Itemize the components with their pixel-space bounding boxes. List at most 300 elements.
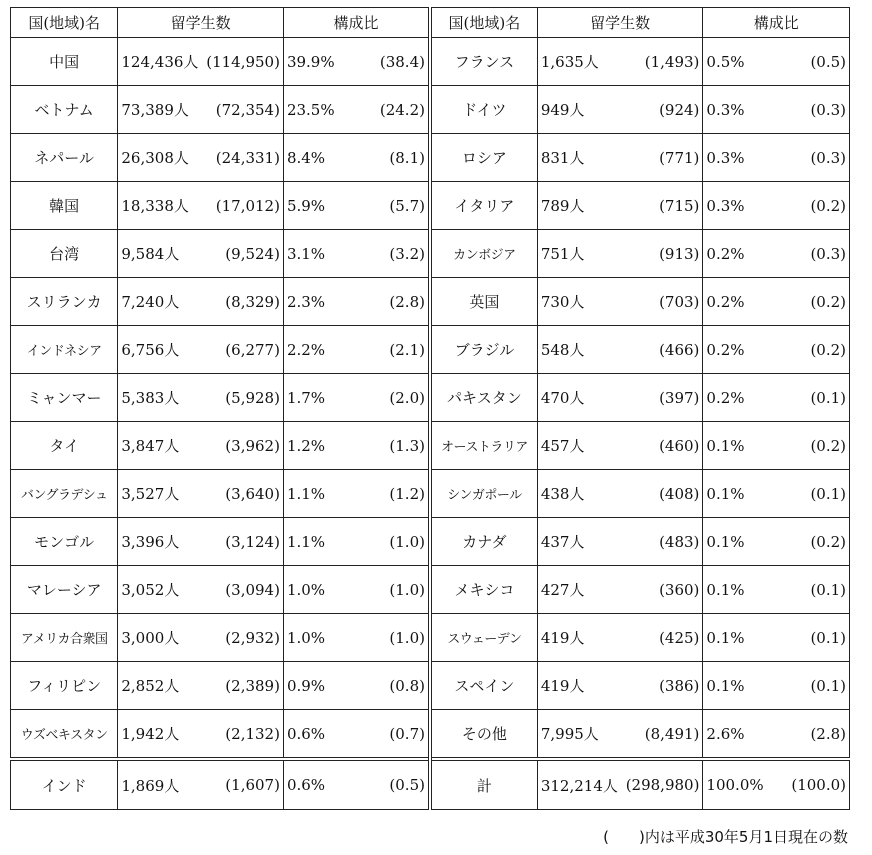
country-name: カナダ	[430, 518, 537, 566]
student-count: 1,942人	[121, 725, 180, 743]
student-count-cell	[118, 86, 284, 134]
student-count-previous: (460)	[659, 436, 700, 455]
table-row	[11, 759, 850, 810]
ratio-previous: (0.1)	[810, 580, 846, 599]
ratio-previous: (24.2)	[379, 100, 425, 119]
student-count-values	[538, 147, 703, 168]
ratio-cell	[283, 326, 430, 374]
header-ratio-left: 構成比	[283, 8, 430, 38]
ratio-values	[703, 101, 849, 119]
ratio-value: 2.2%	[286, 340, 326, 359]
student-count-values	[118, 675, 283, 696]
ratio-cell	[283, 134, 430, 182]
ratio-values	[284, 101, 428, 119]
table-row	[11, 710, 850, 760]
ratio-cell	[703, 182, 850, 230]
student-count-values	[118, 99, 283, 120]
country-name: カンボジア	[430, 230, 537, 278]
table-row	[11, 230, 850, 278]
student-count-previous: (2,932)	[225, 628, 280, 647]
student-count-values	[118, 387, 283, 408]
table-row	[11, 566, 850, 614]
student-count-cell	[537, 710, 703, 760]
ratio-values	[284, 389, 428, 407]
student-count-values	[118, 291, 283, 312]
ratio-values	[703, 485, 849, 503]
country-name: ミャンマー	[11, 374, 118, 422]
ratio-previous: (0.8)	[389, 676, 425, 695]
table-row	[11, 470, 850, 518]
student-count-values	[118, 51, 283, 72]
ratio-value: 23.5%	[286, 100, 335, 119]
ratio-value: 5.9%	[286, 196, 326, 215]
student-count-previous: (425)	[659, 628, 700, 647]
student-count-values	[538, 723, 703, 744]
student-count-values	[118, 195, 283, 216]
ratio-value: 0.6%	[286, 776, 326, 794]
student-count-previous: (8,491)	[644, 724, 700, 743]
ratio-cell	[283, 374, 430, 422]
header-ratio-right: 構成比	[703, 8, 850, 38]
ratio-previous: (0.7)	[389, 724, 425, 743]
country-name: イタリア	[430, 182, 537, 230]
ratio-cell	[283, 759, 430, 810]
student-count: 26,308人	[121, 149, 189, 167]
student-count: 730人	[540, 293, 585, 311]
ratio-values	[284, 725, 428, 743]
ratio-values	[284, 245, 428, 263]
student-count: 73,389人	[121, 101, 189, 119]
ratio-cell	[283, 470, 430, 518]
ratio-cell	[703, 230, 850, 278]
ratio-values	[703, 389, 849, 407]
ratio-cell	[283, 614, 430, 662]
student-count: 427人	[540, 581, 585, 599]
student-count-cell	[537, 326, 703, 374]
ratio-previous: (2.0)	[389, 388, 425, 407]
student-count-values	[538, 339, 703, 360]
ratio-cell	[703, 759, 850, 810]
ratio-previous: (0.3)	[810, 100, 846, 119]
student-count-values	[538, 99, 703, 120]
student-count-values	[538, 531, 703, 552]
student-count: 437人	[540, 533, 585, 551]
student-count: 5,383人	[121, 389, 180, 407]
student-count: 3,527人	[121, 485, 180, 503]
student-count: 3,396人	[121, 533, 180, 551]
country-name: パキスタン	[430, 374, 537, 422]
student-count-cell	[118, 134, 284, 182]
ratio-cell	[283, 230, 430, 278]
ratio-value: 0.9%	[286, 676, 326, 695]
student-count: 751人	[540, 245, 585, 263]
ratio-values	[703, 533, 849, 551]
ratio-previous: (0.1)	[810, 676, 846, 695]
country-name: インドネシア	[11, 326, 118, 374]
ratio-previous: (1.0)	[389, 580, 425, 599]
student-count-cell	[118, 38, 284, 86]
header-row	[11, 8, 850, 38]
ratio-value: 0.3%	[706, 100, 745, 119]
student-count-values	[538, 775, 703, 796]
student-count-values	[118, 483, 283, 504]
table-row	[11, 662, 850, 710]
ratio-value: 0.5%	[706, 52, 745, 71]
country-name: 台湾	[11, 230, 118, 278]
ratio-previous: (1.0)	[389, 532, 425, 551]
ratio-previous: (1.0)	[389, 628, 425, 647]
ratio-values	[284, 437, 428, 455]
student-count-cell	[537, 182, 703, 230]
student-count-values	[118, 775, 283, 796]
ratio-previous: (0.2)	[810, 292, 846, 311]
country-name: メキシコ	[430, 566, 537, 614]
ratio-value: 0.6%	[286, 724, 326, 743]
ratio-cell	[703, 422, 850, 470]
student-count-previous: (17,012)	[215, 196, 280, 215]
header-country-left: 国(地域)名	[11, 8, 118, 38]
student-count-values	[118, 339, 283, 360]
ratio-cell	[703, 374, 850, 422]
country-name: ベトナム	[11, 86, 118, 134]
country-name: 計	[430, 759, 537, 810]
ratio-values	[284, 341, 428, 359]
ratio-previous: (0.3)	[810, 244, 846, 263]
student-count: 1,869人	[121, 776, 180, 795]
ratio-previous: (100.0)	[791, 776, 846, 794]
ratio-values	[284, 629, 428, 647]
student-count-previous: (2,132)	[225, 724, 280, 743]
ratio-values	[284, 533, 428, 551]
student-count-cell	[118, 662, 284, 710]
country-name: タイ	[11, 422, 118, 470]
ratio-cell	[703, 278, 850, 326]
student-count-previous: (8,329)	[225, 292, 280, 311]
student-count-previous: (3,094)	[225, 580, 280, 599]
student-count-values	[118, 627, 283, 648]
student-count-cell	[118, 182, 284, 230]
student-count-previous: (114,950)	[206, 52, 280, 71]
ratio-previous: (0.2)	[810, 532, 846, 551]
ratio-values	[284, 53, 428, 71]
student-count-cell	[537, 470, 703, 518]
ratio-values	[703, 581, 849, 599]
student-count-values	[538, 291, 703, 312]
student-count-cell	[537, 518, 703, 566]
ratio-cell	[703, 710, 850, 760]
student-count-values	[538, 483, 703, 504]
student-count: 3,052人	[121, 581, 180, 599]
student-count-previous: (466)	[659, 340, 700, 359]
ratio-values	[284, 677, 428, 695]
student-count-cell	[537, 662, 703, 710]
student-count-cell	[118, 230, 284, 278]
student-count-previous: (703)	[659, 292, 700, 311]
ratio-value: 0.3%	[706, 196, 745, 215]
student-count-cell	[537, 566, 703, 614]
student-count: 2,852人	[121, 677, 180, 695]
student-count-previous: (360)	[659, 580, 700, 599]
student-count-values	[538, 627, 703, 648]
student-count: 949人	[540, 101, 585, 119]
student-count: 6,756人	[121, 341, 180, 359]
student-count: 831人	[540, 149, 585, 167]
country-name: バングラデシュ	[11, 470, 118, 518]
table-body	[11, 38, 850, 810]
ratio-cell	[703, 614, 850, 662]
ratio-values	[703, 197, 849, 215]
ratio-values	[703, 53, 849, 71]
ratio-value: 1.1%	[286, 484, 326, 503]
student-count-previous: (483)	[659, 532, 700, 551]
ratio-previous: (0.2)	[810, 196, 846, 215]
student-count-cell	[118, 614, 284, 662]
student-count: 7,995人	[540, 725, 599, 743]
ratio-cell	[703, 38, 850, 86]
student-count-cell	[118, 759, 284, 810]
ratio-values	[703, 629, 849, 647]
table-row	[11, 86, 850, 134]
student-count-cell	[537, 759, 703, 810]
country-name: シンガポール	[430, 470, 537, 518]
ratio-cell	[283, 38, 430, 86]
ratio-previous: (8.1)	[389, 148, 425, 167]
ratio-values	[284, 581, 428, 599]
ratio-cell	[703, 134, 850, 182]
country-name: 中国	[11, 38, 118, 86]
country-name: ドイツ	[430, 86, 537, 134]
student-count-values	[538, 195, 703, 216]
ratio-value: 2.3%	[286, 292, 326, 311]
ratio-value: 1.2%	[286, 436, 326, 455]
student-count-values	[538, 675, 703, 696]
ratio-previous: (0.2)	[810, 340, 846, 359]
header-country-right: 国(地域)名	[430, 8, 537, 38]
student-count-previous: (2,389)	[225, 676, 280, 695]
ratio-cell	[283, 278, 430, 326]
ratio-values	[703, 725, 849, 743]
table-row	[11, 422, 850, 470]
table-row	[11, 38, 850, 86]
student-count-values	[118, 531, 283, 552]
student-count-previous: (298,980)	[625, 776, 700, 794]
student-count-cell	[118, 278, 284, 326]
footnote: ( )内は平成30年5月1日現在の数	[603, 828, 848, 846]
ratio-previous: (0.5)	[810, 52, 846, 71]
ratio-cell	[283, 422, 430, 470]
student-count-previous: (1,493)	[644, 52, 700, 71]
international-students-table	[10, 7, 850, 810]
student-count-values	[538, 435, 703, 456]
student-count-previous: (24,331)	[215, 148, 280, 167]
ratio-values	[284, 197, 428, 215]
ratio-previous: (5.7)	[389, 196, 425, 215]
ratio-values	[703, 437, 849, 455]
ratio-previous: (0.5)	[389, 776, 425, 794]
ratio-previous: (2.8)	[389, 292, 425, 311]
ratio-previous: (3.2)	[389, 244, 425, 263]
student-count-cell	[118, 566, 284, 614]
student-count: 9,584人	[121, 245, 180, 263]
student-count-cell	[118, 470, 284, 518]
ratio-value: 1.7%	[286, 388, 326, 407]
country-name: アメリカ合衆国	[11, 614, 118, 662]
student-count-previous: (408)	[659, 484, 700, 503]
student-count-previous: (1,607)	[225, 776, 280, 794]
ratio-values	[703, 776, 849, 794]
student-count-cell	[118, 518, 284, 566]
ratio-previous: (0.1)	[810, 388, 846, 407]
table-row	[11, 326, 850, 374]
ratio-value: 0.2%	[706, 244, 745, 263]
ratio-value: 100.0%	[706, 776, 764, 794]
student-count: 124,436人	[121, 53, 199, 71]
table-wrapper	[10, 7, 850, 810]
student-count-cell	[537, 38, 703, 86]
ratio-value: 0.2%	[706, 292, 745, 311]
ratio-cell	[283, 710, 430, 760]
student-count: 419人	[540, 677, 585, 695]
student-count-values	[118, 579, 283, 600]
student-count: 789人	[540, 197, 585, 215]
ratio-values	[284, 293, 428, 311]
student-count: 3,000人	[121, 629, 180, 647]
student-count-values	[538, 579, 703, 600]
student-count-previous: (72,354)	[215, 100, 280, 119]
ratio-previous: (0.1)	[810, 628, 846, 647]
student-count-previous: (386)	[659, 676, 700, 695]
ratio-cell	[283, 518, 430, 566]
country-name: マレーシア	[11, 566, 118, 614]
ratio-values	[703, 341, 849, 359]
ratio-value: 39.9%	[286, 52, 335, 71]
student-count: 18,338人	[121, 197, 189, 215]
ratio-value: 1.1%	[286, 532, 326, 551]
ratio-value: 0.3%	[706, 148, 745, 167]
ratio-values	[284, 485, 428, 503]
student-count-previous: (913)	[659, 244, 700, 263]
ratio-values	[284, 776, 428, 794]
ratio-value: 2.6%	[706, 724, 745, 743]
ratio-value: 0.2%	[706, 388, 745, 407]
country-name: ブラジル	[430, 326, 537, 374]
country-name: スペイン	[430, 662, 537, 710]
ratio-value: 1.0%	[286, 580, 326, 599]
student-count-cell	[537, 134, 703, 182]
ratio-cell	[703, 518, 850, 566]
student-count-cell	[537, 614, 703, 662]
ratio-value: 0.1%	[706, 484, 745, 503]
ratio-cell	[283, 566, 430, 614]
student-count-values	[118, 435, 283, 456]
student-count-previous: (715)	[659, 196, 700, 215]
ratio-value: 3.1%	[286, 244, 326, 263]
ratio-value: 0.1%	[706, 436, 745, 455]
country-name: 韓国	[11, 182, 118, 230]
ratio-cell	[283, 662, 430, 710]
table-row	[11, 278, 850, 326]
student-count-values	[538, 243, 703, 264]
student-count-cell	[537, 278, 703, 326]
student-count: 438人	[540, 485, 585, 503]
country-name: スウェーデン	[430, 614, 537, 662]
student-count-previous: (9,524)	[225, 244, 280, 263]
student-count-cell	[118, 374, 284, 422]
student-count-previous: (3,962)	[225, 436, 280, 455]
country-name: フィリピン	[11, 662, 118, 710]
student-count-cell	[537, 374, 703, 422]
ratio-previous: (2.1)	[389, 340, 425, 359]
ratio-value: 1.0%	[286, 628, 326, 647]
student-count: 548人	[540, 341, 585, 359]
student-count-previous: (3,640)	[225, 484, 280, 503]
country-name: その他	[430, 710, 537, 760]
student-count-cell	[118, 710, 284, 760]
student-count-cell	[537, 86, 703, 134]
country-name: フランス	[430, 38, 537, 86]
ratio-value: 0.1%	[706, 580, 745, 599]
student-count-cell	[537, 230, 703, 278]
header-students-left: 留学生数	[118, 8, 284, 38]
student-count: 312,214人	[540, 776, 618, 795]
student-count-cell	[537, 422, 703, 470]
student-count: 457人	[540, 437, 585, 455]
student-count-previous: (5,928)	[225, 388, 280, 407]
ratio-previous: (0.1)	[810, 484, 846, 503]
student-count-previous: (3,124)	[225, 532, 280, 551]
ratio-value: 8.4%	[286, 148, 326, 167]
student-count-values	[538, 387, 703, 408]
student-count: 470人	[540, 389, 585, 407]
country-name: ウズベキスタン	[11, 710, 118, 760]
ratio-values	[703, 293, 849, 311]
ratio-value: 0.1%	[706, 532, 745, 551]
country-name: スリランカ	[11, 278, 118, 326]
ratio-value: 0.1%	[706, 628, 745, 647]
ratio-values	[284, 149, 428, 167]
student-count: 3,847人	[121, 437, 180, 455]
student-count-values	[118, 723, 283, 744]
student-count-previous: (924)	[659, 100, 700, 119]
table-row	[11, 518, 850, 566]
table-row	[11, 182, 850, 230]
student-count-previous: (397)	[659, 388, 700, 407]
ratio-previous: (2.8)	[810, 724, 846, 743]
ratio-values	[703, 677, 849, 695]
table-row	[11, 134, 850, 182]
student-count: 1,635人	[540, 53, 599, 71]
ratio-previous: (38.4)	[379, 52, 425, 71]
student-count: 419人	[540, 629, 585, 647]
ratio-cell	[283, 86, 430, 134]
ratio-previous: (1.3)	[389, 436, 425, 455]
ratio-previous: (0.2)	[810, 436, 846, 455]
ratio-cell	[703, 662, 850, 710]
ratio-values	[703, 245, 849, 263]
ratio-previous: (1.2)	[389, 484, 425, 503]
ratio-value: 0.1%	[706, 676, 745, 695]
ratio-cell	[703, 566, 850, 614]
ratio-cell	[283, 182, 430, 230]
student-count-previous: (771)	[659, 148, 700, 167]
ratio-values	[703, 149, 849, 167]
ratio-cell	[703, 86, 850, 134]
ratio-cell	[703, 470, 850, 518]
country-name: インド	[11, 759, 118, 810]
student-count: 7,240人	[121, 293, 180, 311]
student-count-values	[118, 147, 283, 168]
student-count-previous: (6,277)	[225, 340, 280, 359]
